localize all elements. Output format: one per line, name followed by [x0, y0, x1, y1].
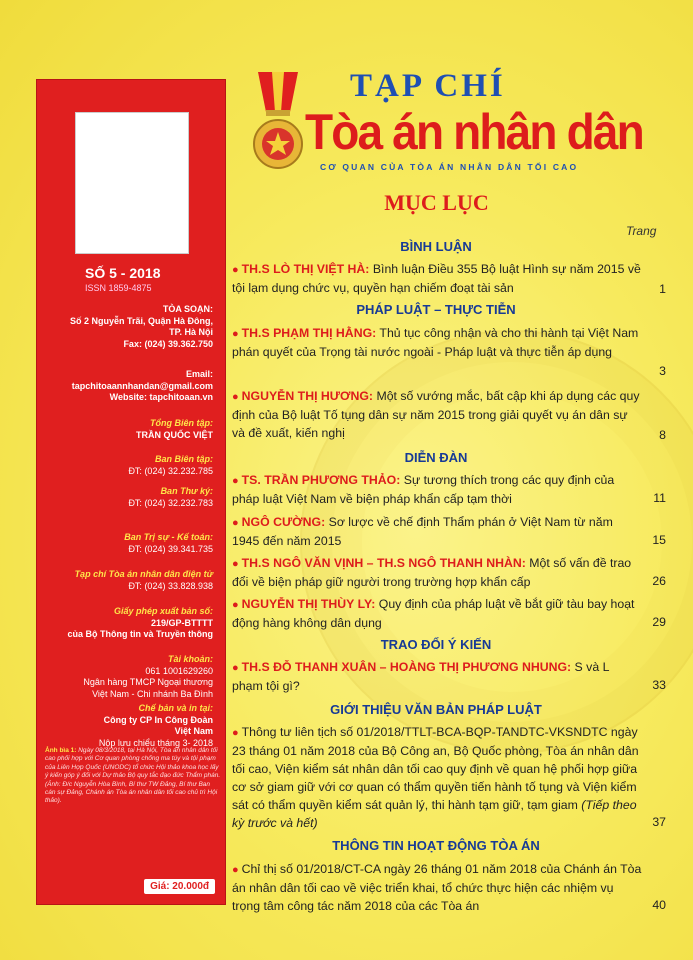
- entry-title: Thông tư liên tịch số 01/2018/TTLT-BCA-BQP-TANDTC-VKSNDTC ngày 23 tháng 01 năm 2018 của Bộ Công an, Bộ Quốc phòng, Tòa án nhân dân tối cao, Viện kiểm sát nhân dân tối cao quy định về quan hệ phối hợp giữa cơ sở giam giữ với cơ quan có thẩm quyền tiến hành tố tụng và Viện kiểm sát có thẩm quyền kiểm sát quản lý, thi hành tạm giữ, tạm giam: [232, 725, 639, 812]
- account-block: [83, 654, 213, 700]
- entry-author: TH.S LÒ THỊ VIỆT HÀ:: [241, 262, 370, 276]
- entry-page: 29: [652, 615, 666, 629]
- section-heading: THÔNG TIN HOẠT ĐỘNG TÒA ÁN: [332, 838, 540, 853]
- entry-author: NGÔ CƯỜNG:: [241, 515, 326, 529]
- masthead-title: Tòa án nhân dân: [305, 104, 643, 160]
- bullet-icon: ●: [232, 727, 239, 739]
- price-badge: Giá: 20.000đ: [144, 879, 215, 894]
- page-column-label: Trang: [626, 224, 657, 238]
- entry-author: TH.S NGÔ VĂN VỊNH – TH.S NGÔ THANH NHÀN:: [241, 556, 526, 570]
- bullet-icon: ●: [232, 599, 239, 611]
- editor-in-chief-label: Tổng Biên tập:: [150, 418, 213, 428]
- e-magazine-phone: ĐT: (024) 33.828.938: [128, 580, 213, 591]
- bullet-icon: ●: [232, 475, 239, 487]
- entry-title: Chỉ thị số 01/2018/CT-CA ngày 26 tháng 01 năm 2018 của Chánh án Tòa án nhân dân tối cao về việc triển khai, tổ chức thực hiện các nhiệm vụ trọng tâm công tác năm 2018 của các Tòa án: [232, 862, 642, 913]
- section-heading: PHÁP LUẬT – THỰC TIỄN: [356, 302, 516, 317]
- entry-page: 26: [652, 574, 666, 588]
- toc-entry[interactable]: [232, 513, 642, 550]
- account-label: Tài khoản:: [167, 654, 213, 664]
- medal-icon: [248, 72, 308, 182]
- editor-block: [136, 418, 213, 441]
- editor-in-chief-name: TRẦN QUỐC VIỆT: [135, 429, 213, 440]
- contact-block: [72, 369, 213, 404]
- caption-label: Ảnh bìa 1:: [45, 747, 77, 754]
- bullet-icon: ●: [232, 391, 239, 403]
- secretariat-phone: ĐT: (024) 32.232.783: [128, 497, 213, 508]
- license-label: Giấy phép xuất bản số:: [113, 606, 213, 616]
- office-block: [70, 304, 213, 350]
- entry-page: 1: [659, 282, 666, 296]
- license-org: của Bộ Thông tin và Truyền thông: [67, 629, 213, 639]
- section-heading: TRAO ĐỔI Ý KIẾN: [380, 637, 492, 652]
- caption-text: Ngày 08/3/2018, tại Hà Nội, Tòa án nhân dân tối cao phối hợp với Cơ quan phòng chống ma túy và tội phạm của Liên Hợp Quốc (UNODC) tổ chức Hội thảo khoa học lấy ý kiến góp ý đối với Dự thảo Bộ quy tắc đạo đức Thẩm phán. (Ảnh: Đ/c Nguyễn Hòa Bình, Bí thư TW Đảng, Bí thư Ban cán sự Đảng, Chánh án Tòa án nhân dân tối cao chủ trì Hội thảo).: [45, 747, 221, 805]
- editorial-board-label: Ban Biên tập:: [154, 454, 213, 464]
- entry-author: TH.S ĐỖ THANH XUÂN – HOÀNG THỊ PHƯƠNG NHUNG:: [241, 660, 572, 674]
- entry-note: (Tiếp theo kỳ trước và hết): [232, 798, 637, 830]
- e-magazine-block: [75, 569, 213, 592]
- toc-entry[interactable]: [232, 723, 642, 832]
- account-number: 061 1001629260: [145, 665, 213, 676]
- admin-block: [124, 532, 213, 555]
- admin-label: Ban Trị sự - Kế toán:: [124, 532, 213, 542]
- entry-author: TS. TRẦN PHƯƠNG THẢO:: [241, 473, 401, 487]
- issn: ISSN 1859-4875: [85, 283, 152, 293]
- entry-title: Một số vướng mắc, bất cập khi áp dụng các quy định của Bộ luật Tố tụng dân sự năm 2015 trong giải quyết vụ án dân sự và đề xuất, kiến nghị: [232, 389, 640, 440]
- deposit-note: Nộp lưu chiểu tháng 3- 2018: [98, 737, 213, 748]
- entry-author: NGUYỄN THỊ HƯƠNG:: [241, 389, 374, 403]
- toc-entry[interactable]: [232, 471, 642, 508]
- printer-org: Công ty CP In Công Đoàn: [103, 714, 213, 725]
- masthead-kicker: TẠP CHÍ: [350, 68, 506, 104]
- e-magazine-label: Tạp chí Tòa án nhân dân điện tử: [74, 569, 213, 579]
- entry-page: 3: [659, 364, 666, 378]
- entry-title: Sự tương thích trong các quy định của pháp luật Việt Nam về biện pháp khẩn cấp tạm thời: [232, 473, 615, 506]
- entry-page: 37: [652, 815, 666, 829]
- bullet-icon: ●: [232, 864, 239, 876]
- address-line: TP. Hà Nội: [169, 327, 213, 337]
- license-block: [68, 606, 214, 641]
- section-heading: BÌNH LUẬN: [400, 239, 472, 254]
- entry-title: S và L phạm tội gì?: [232, 660, 609, 693]
- entry-page: 40: [652, 898, 666, 912]
- toc-entry[interactable]: [232, 860, 642, 915]
- bullet-icon: ●: [232, 662, 239, 674]
- entry-title: Sơ lược về chế định Thẩm phán ở Việt Nam từ năm 1945 đến năm 2015: [232, 515, 613, 548]
- toc-entry[interactable]: [232, 658, 642, 695]
- email-label: Email:: [185, 369, 213, 379]
- bank-line: Việt Nam - Chi nhánh Ba Đình: [92, 688, 213, 699]
- website-link[interactable]: Website: tapchitoaan.vn: [109, 392, 213, 402]
- bullet-icon: ●: [232, 558, 239, 570]
- printer-block: [99, 703, 213, 749]
- office-label: TÒA SOẠN:: [162, 304, 213, 314]
- fax: Fax: (024) 39.362.750: [123, 338, 213, 349]
- printer-label: Chế bản và in tại:: [138, 703, 213, 713]
- email-link[interactable]: tapchitoaannhandan@gmail.com: [71, 380, 213, 391]
- entry-page: 8: [659, 428, 666, 442]
- toc-entry[interactable]: [232, 324, 642, 361]
- entry-page: 33: [652, 678, 666, 692]
- issue-number: SỐ 5 - 2018: [85, 265, 161, 281]
- bank-line: Ngân hàng TMCP Ngoại thương: [83, 677, 213, 687]
- secretariat-label: Ban Thư ký:: [160, 486, 213, 496]
- secretariat-block: [128, 486, 213, 509]
- bullet-icon: ●: [232, 517, 239, 529]
- editorial-board-block: [128, 454, 213, 477]
- toc-entry[interactable]: [232, 595, 642, 632]
- entry-title: Thủ tục công nhận và cho thi hành tại Việt Nam phán quyết của Trọng tài nước ngoài - Pháp luật và thực tiễn áp dụng: [232, 326, 639, 359]
- toc-entry[interactable]: [232, 387, 642, 442]
- editorial-board-phone: ĐT: (024) 32.232.785: [128, 465, 213, 476]
- toc-title: MỤC LỤC: [384, 190, 489, 215]
- printer-org: Việt Nam: [174, 726, 213, 736]
- cover-thumbnail: [75, 112, 189, 254]
- entry-page: 15: [652, 533, 666, 547]
- bullet-icon: ●: [232, 264, 239, 276]
- toc-entry[interactable]: [232, 260, 642, 297]
- address-line: Số 2 Nguyễn Trãi, Quận Hà Đông,: [69, 315, 213, 326]
- entry-title: Một số vấn đề trao đổi về biện pháp giữ người trong trường hợp khẩn cấp: [232, 556, 632, 589]
- section-heading: DIỄN ĐÀN: [404, 450, 468, 465]
- entry-author: NGUYỄN THỊ THÙY LY:: [241, 597, 376, 611]
- entry-title: Bình luận Điều 355 Bộ luật Hình sự năm 2015 về tội lạm dụng chức vụ, quyền hạn chiếm đoạt tài sản: [232, 262, 641, 295]
- license-number: 219/GP-BTTTT: [150, 617, 213, 628]
- bullet-icon: ●: [232, 328, 239, 340]
- toc-entry[interactable]: [232, 554, 642, 591]
- entry-author: TH.S PHẠM THỊ HẰNG:: [241, 326, 377, 340]
- cover-caption: [45, 747, 221, 806]
- admin-phone: ĐT: (024) 39.341.735: [128, 543, 213, 554]
- entry-page: 11: [653, 491, 666, 505]
- section-heading: GIỚI THIỆU VĂN BẢN PHÁP LUẬT: [330, 702, 542, 717]
- masthead-tagline: CƠ QUAN CỦA TÒA ÁN NHÂN DÂN TỐI CAO: [320, 162, 579, 172]
- entry-title: Quy định của pháp luật về bắt giữ tàu bay hoạt động hàng không dân dụng: [232, 597, 635, 630]
